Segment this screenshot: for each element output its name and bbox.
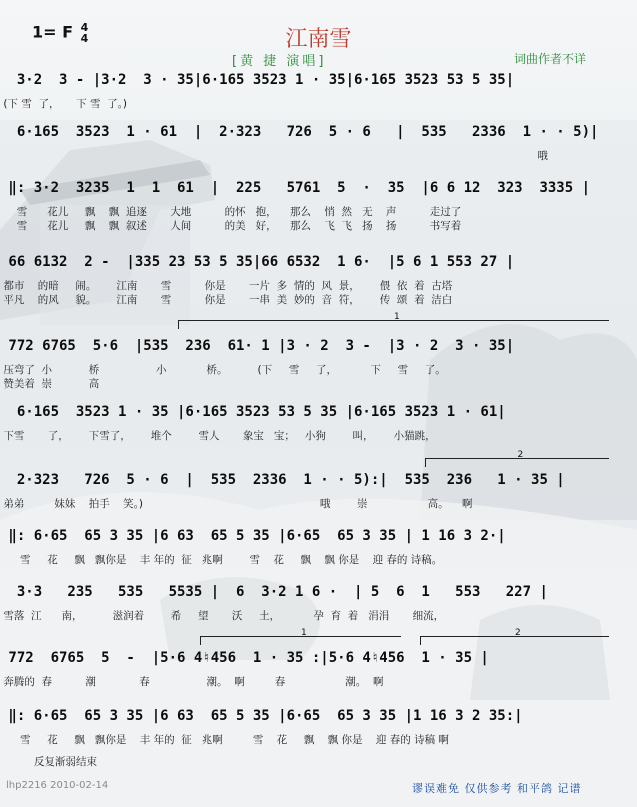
- song-title: 江南雪: [285, 27, 352, 52]
- volta-bracket-2: [425, 450, 609, 467]
- notation-line: ‖: 3·2 3235 1 1 61 | 225 5761 5 · 35 |6 6 12 323 3335 |: [0, 180, 591, 196]
- lyric-line: 雪 花儿 飘 飘 追逐 大地 的怀 抱， 那么 悄 然 无 声 走过了: [0, 206, 462, 218]
- notation-line: 66 6132 2 - |335 23 53 5 35|66 6532 1 6· |5 6 1 553 27 |: [0, 254, 515, 270]
- time-signature-bottom: 4: [80, 32, 89, 45]
- lyric-line: 雪 花 飘 飘你是 丰 年的 征 兆啊 雪 花 飘 飘 你是 迎 春的 诗稿。: [0, 554, 443, 566]
- lyric-line: 都市 的暗 闹。 江南 雪 你是 一片 多 情的 风 景， 偎 依 着 古塔: [0, 280, 453, 292]
- lyric-line: 压弯了 小 桥 小 桥。 (下 雪 了， 下 雪 了。: [0, 364, 446, 376]
- volta-bracket-4: [420, 628, 609, 645]
- lyric-line: 雪落 江 南， 滋润着 希 望 沃 土， 孕 育 着 涓涓 细流，: [0, 610, 445, 622]
- notation-line: 2·323 726 5 · 6 | 535 2336 1 · · 5):| 535 236 1 · 35 |: [0, 472, 565, 488]
- volta-label: 1: [301, 628, 307, 638]
- volta-label: 2: [515, 628, 521, 638]
- notation-line: 3·3 235 535 5535 | 6 3·2 1 6 · | 5 6 1 553 227 |: [0, 584, 548, 600]
- lyric-line: 平凡 的风 貌。 江南 雪 你是 一串 美 妙的 音 符， 传 颂 着 洁白: [0, 294, 453, 306]
- volta-bracket-3: [200, 628, 401, 645]
- notation-line: 3·2 3 - |3·2 3 · 35|6·165 3523 1 · 35|6·165 3523 53 5 35|: [0, 72, 515, 88]
- singer-credit: [黄 捷 演唱]: [232, 54, 327, 69]
- lyric-line: (下 雪 了， 下 雪 了。): [0, 98, 127, 110]
- ending-instruction: 反复渐弱结束: [34, 756, 97, 768]
- lyric-line: 弟弟 妹妹 拍手 笑。) 哦 崇 高。 啊: [0, 498, 473, 510]
- notation-line: ‖: 6·65 65 3 35 |6 63 65 5 35 |6·65 65 3 35 |1 16 3 2 35:|: [0, 708, 523, 724]
- lyric-line: 赞美着 崇 高: [0, 378, 100, 390]
- volta-bracket-1: [178, 312, 609, 329]
- composer-credit: 词曲作者不详: [514, 52, 587, 66]
- lyric-line: 奔腾的 春 潮 春 潮。 啊 春 潮。 啊: [0, 676, 384, 688]
- footer-disclaimer: 谬误难免 仅供参考 和平鸽 记谱: [412, 782, 582, 795]
- footer-author-date: lhp2216 2010-02-14: [6, 780, 109, 791]
- lyric-line: 雪 花 飘 飘你是 丰 年的 征 兆啊 雪 花 飘 飘 你是 迎 春的 诗稿 啊: [0, 734, 449, 746]
- time-signature-top: 4: [80, 21, 89, 34]
- lyric-line: 下雪 了， 下雪了， 堆个 雪人 象宝 宝； 小狗 叫， 小猫跳，: [0, 430, 436, 442]
- volta-label: 1: [394, 312, 400, 322]
- volta-label: 2: [517, 450, 524, 460]
- notation-line: ‖: 6·65 65 3 35 |6 63 65 5 35 |6·65 65 3 35 | 1 16 3 2·|: [0, 528, 506, 544]
- lyric-line: 雪 花儿 飘 飘 叙述 人间 的美 好， 那么 飞 飞 扬 扬 书写着: [0, 220, 462, 232]
- notation-line: 6·165 3523 1 · 61 | 2·323 726 5 · 6 | 535 2336 1 · · 5)|: [0, 124, 599, 140]
- lyric-line: 哦: [0, 150, 548, 162]
- notation-line: 772 6765 5·6 |535 236 61· 1 |3 · 2 3 - |3 · 2 3 · 35|: [0, 338, 515, 354]
- key-label: 1= F: [32, 22, 74, 42]
- notation-line: 772 6765 5 - |5·6 4♮456 1 · 35 :|5·6 4♮456 1 · 35 |: [0, 650, 489, 666]
- notation-line: 6·165 3523 1 · 35 |6·165 3523 53 5 35 |6·165 3523 1 · 61|: [0, 404, 506, 420]
